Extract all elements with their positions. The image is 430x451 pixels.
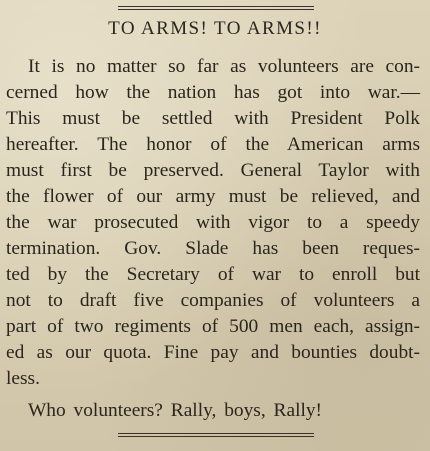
article-line: hereafter. The honor of the American arms <box>6 134 420 155</box>
article-body <box>6 54 420 392</box>
article-line: part of two regiments of 500 men each, assign- <box>6 316 420 337</box>
closing-line: Who volunteers? Rally, boys, Rally! <box>28 400 323 421</box>
article-line: ted by the Secretary of war to enroll but <box>6 264 420 285</box>
article-line: less. <box>6 368 40 389</box>
article-line: termination. Gov. Slade has been reques- <box>6 238 420 259</box>
bottom-rule <box>118 433 314 437</box>
top-rule <box>118 6 314 10</box>
article-line: It is no matter so far as volunteers are con- <box>28 56 420 77</box>
article-line: not to draft five companies of volunteers a <box>6 290 420 311</box>
article-line: ed as our quota. Fine pay and bounties doubt- <box>6 342 420 363</box>
article-line: the flower of our army must be relieved, and <box>6 186 420 207</box>
article-line: must first be preserved. General Taylor with <box>6 160 420 181</box>
headline: TO ARMS! TO ARMS!! <box>108 18 322 39</box>
article-line: This must be settled with President Polk <box>6 108 420 129</box>
article-line: the war prosecuted with vigor to a speedy <box>6 212 420 233</box>
article-line: cerned how the nation has got into war.— <box>6 82 420 103</box>
